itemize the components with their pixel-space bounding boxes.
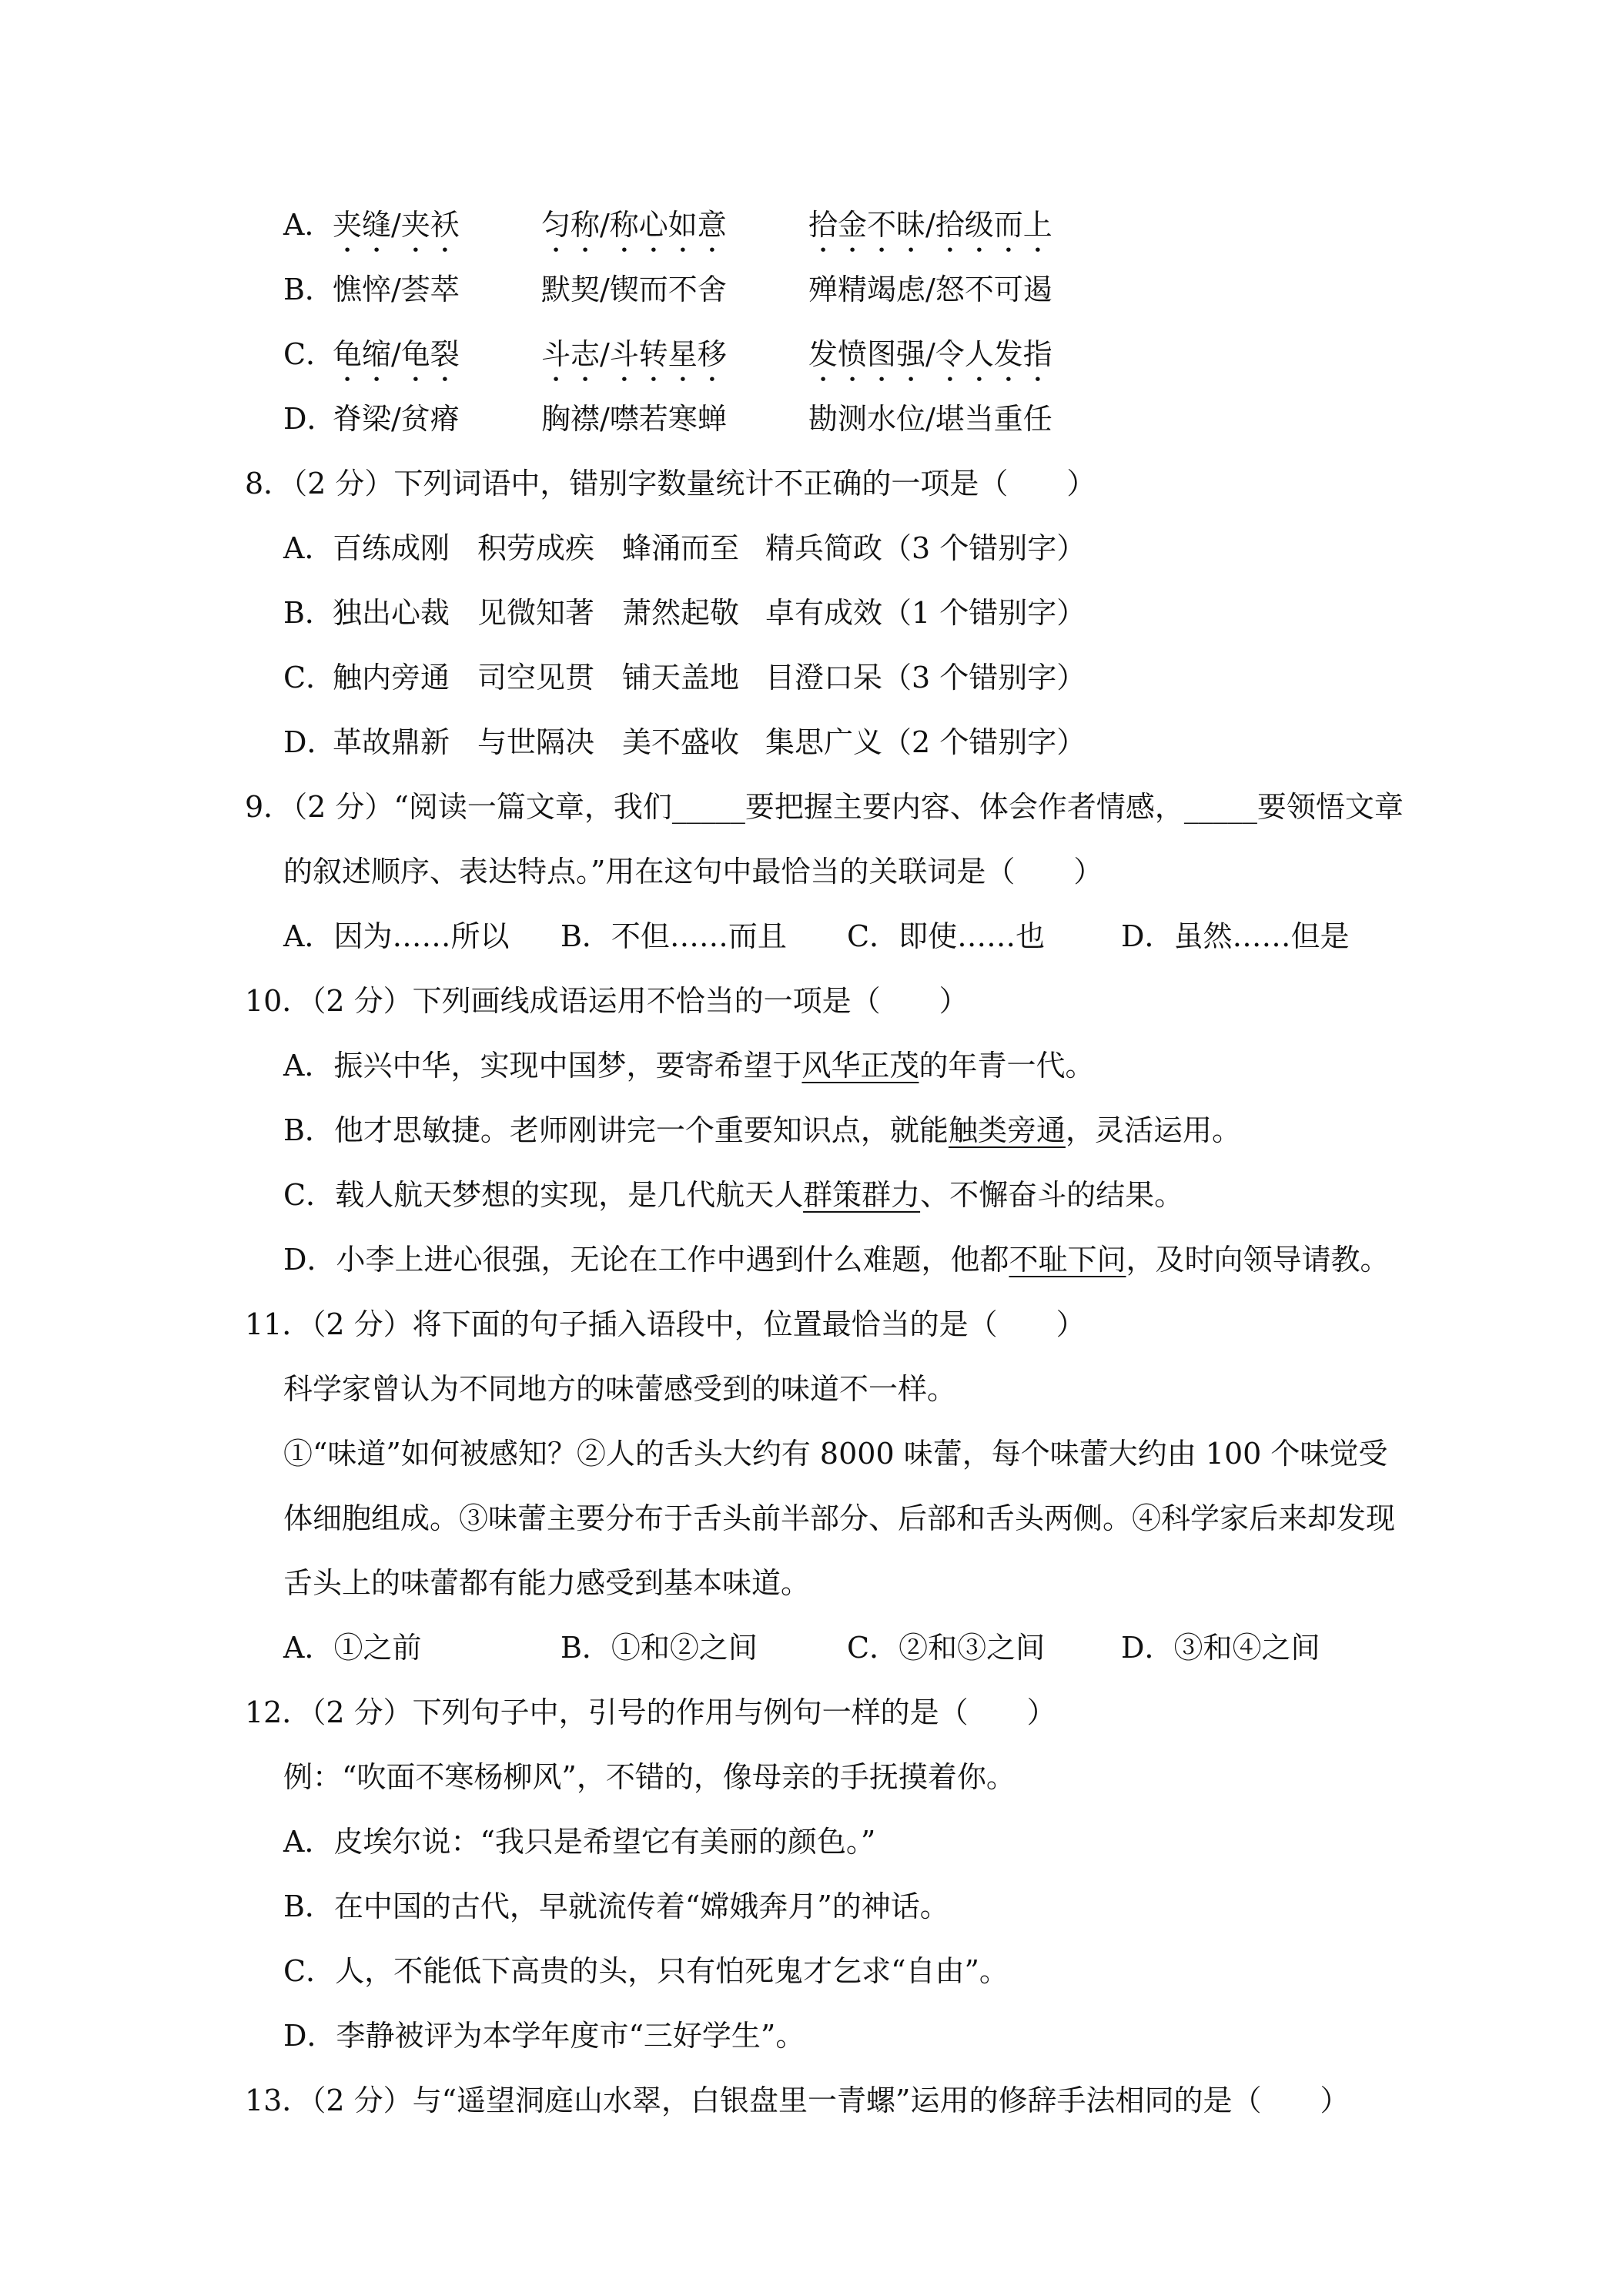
question-stem: 8．（2 分）下列词语中，错别字数量统计不正确的一项是（ ） (245, 467, 1096, 500)
word-3: 萧然起敬 (622, 596, 740, 630)
underlined-idiom: 不耻下问 (1009, 1243, 1126, 1277)
q12-stem (0, 1689, 1623, 1735)
word-group-3: 殚精竭虑/怒不可遏 (808, 273, 1052, 306)
word-3: 美不盛收 (622, 725, 740, 759)
word-1: 革故鼎新 (333, 725, 450, 759)
word-3: 铺天盖地 (622, 661, 740, 694)
question-stem: 13．（2 分）与“遥望洞庭山水翠，白银盘里一青螺”运用的修辞手法相同的是（ ） (245, 2083, 1350, 2117)
word-group-1: 龟缩/龟裂 (333, 337, 460, 371)
q13-stem (0, 2077, 1623, 2124)
word-group-1: 夹缝/夹袄 (333, 208, 460, 242)
insert-sentence: 科学家曾认为不同地方的味蕾感受到的味道不一样。 (283, 1372, 957, 1406)
option-label: C． (283, 337, 336, 371)
q8-option-c (0, 654, 1623, 701)
q11-passage-line-1 (0, 1431, 1623, 1477)
word-group-2: 胸襟/噤若寒蝉 (541, 402, 727, 436)
passage-text: 体细胞组成。③味蕾主要分布于舌头前半部分、后部和舌头两侧。④科学家后来却发现 (283, 1501, 1396, 1535)
count-note: （1 个错别字） (882, 596, 1086, 630)
underlined-idiom: 风华正茂 (801, 1049, 919, 1083)
word-1: 百练成刚 (333, 531, 450, 565)
q8-option-d (0, 719, 1623, 765)
word-4: 集思广义 (765, 725, 883, 759)
sentence-after: 的年青一代。 (919, 1049, 1095, 1083)
option-sentence (283, 1237, 1390, 1283)
sentence-before: B．他才思敏捷。老师刚讲完一个重要知识点，就能 (283, 1113, 949, 1147)
option-label: D． (283, 725, 336, 759)
sentence-after: ，及时向领导请教。 (1126, 1243, 1390, 1277)
q10-option-c (0, 1172, 1623, 1218)
option-label: D． (283, 402, 336, 436)
example-sentence: 例：“吹面不寒杨柳风”，不错的，像母亲的手抚摸着你。 (283, 1760, 1016, 1794)
q8-option-b (0, 590, 1623, 636)
option-sentence: B．在中国的古代，早就流传着“嫦娥奔月”的神话。 (283, 1889, 949, 1923)
option-d: D．③和④之间 (1121, 1631, 1320, 1665)
count-note: （3 个错别字） (882, 531, 1086, 565)
question-stem: 10．（2 分）下列画线成语运用不恰当的一项是（ ） (245, 984, 969, 1018)
option-a: A．①之前 (283, 1631, 422, 1665)
question-stem: 9．（2 分）“阅读一篇文章，我们_____要把握主要内容、体会作者情感，_____要领悟文章 (245, 790, 1404, 824)
q7-option-b (0, 266, 1623, 313)
option-c: C．②和③之间 (847, 1631, 1046, 1665)
option-sentence (283, 1043, 1094, 1089)
q10-option-b (0, 1107, 1623, 1153)
word-3: 蜂涌而至 (622, 531, 740, 565)
option-b: B．不但……而且 (561, 919, 787, 953)
q11-sentence (0, 1366, 1623, 1412)
option-label: B． (283, 596, 334, 630)
word-group-2: 斗志/斗转星移 (541, 337, 727, 371)
q8-option-a (0, 525, 1623, 571)
option-sentence: D．李静被评为本学年度市“三好学生”。 (283, 2019, 805, 2053)
q9-stem-line-2 (0, 848, 1623, 895)
passage-text: 舌头上的味蕾都有能力感受到基本味道。 (283, 1566, 811, 1600)
q10-option-d (0, 1237, 1623, 1283)
word-2: 积劳成疾 (477, 531, 595, 565)
sentence-after: 、不懈奋斗的结果。 (920, 1178, 1184, 1212)
option-sentence (283, 1107, 1241, 1153)
q11-options (0, 1625, 1623, 1671)
underlined-idiom: 触类旁通 (948, 1113, 1066, 1147)
word-group-2: 匀称/称心如意 (541, 208, 727, 242)
count-note: （3 个错别字） (882, 661, 1086, 694)
sentence-before: C．载人航天梦想的实现，是几代航天人 (283, 1178, 804, 1212)
underlined-idiom: 群策群力 (803, 1178, 921, 1212)
word-1: 独出心裁 (333, 596, 450, 630)
word-group-3: 发愤图强/令人发指 (808, 337, 1052, 371)
q7-option-d (0, 396, 1623, 442)
word-group-3: 拾金不昧/拾级而上 (808, 208, 1052, 242)
sentence-before: A．振兴中华，实现中国梦，要寄希望于 (283, 1049, 802, 1083)
question-stem: 11．（2 分）将下面的句子插入语段中，位置最恰当的是（ ） (245, 1307, 1086, 1341)
question-stem-continued: 的叙述顺序、表达特点。”用在这句中最恰当的关联词是（ ） (283, 855, 1103, 889)
option-label: A． (283, 531, 334, 565)
q11-stem (0, 1301, 1623, 1347)
option-label: A． (283, 208, 334, 242)
q11-passage-line-3 (0, 1560, 1623, 1606)
word-group-1: 脊梁/贫瘠 (333, 402, 460, 436)
q7-option-c (0, 331, 1623, 377)
word-2: 与世隔决 (477, 725, 595, 759)
option-sentence: C．人，不能低下高贵的头，只有怕死鬼才乞求“自由”。 (283, 1954, 1009, 1988)
option-b: B．①和②之间 (561, 1631, 758, 1665)
option-label: C． (283, 661, 336, 694)
option-sentence (283, 1172, 1183, 1218)
word-1: 触内旁通 (333, 661, 450, 694)
q12-example (0, 1754, 1623, 1800)
q12-option-a (0, 1819, 1623, 1865)
q7-option-a (0, 202, 1623, 248)
passage-text: ①“味道”如何被感知？②人的舌头大约有 8000 味蕾，每个味蕾大约由 100 个味觉受 (283, 1437, 1388, 1471)
q8-stem (0, 460, 1623, 507)
q9-options (0, 913, 1623, 959)
sentence-after: ，灵活运用。 (1065, 1113, 1241, 1147)
option-label: B． (283, 273, 334, 306)
word-4: 精兵简政 (765, 531, 883, 565)
word-4: 目澄口呆 (765, 661, 883, 694)
word-2: 见微知著 (477, 596, 595, 630)
word-group-2: 默契/锲而不舍 (541, 273, 727, 306)
word-4: 卓有成效 (765, 596, 883, 630)
q11-passage-line-2 (0, 1495, 1623, 1541)
option-sentence: A．皮埃尔说：“我只是希望它有美丽的颜色。” (283, 1825, 876, 1859)
sentence-before: D．小李上进心很强，无论在工作中遇到什么难题，他都 (283, 1243, 1009, 1277)
option-a: A．因为……所以 (283, 919, 510, 953)
word-2: 司空见贯 (477, 661, 595, 694)
option-c: C．即使……也 (847, 919, 1046, 953)
q12-option-c (0, 1948, 1623, 1994)
word-group-3: 勘测水位/堪当重任 (808, 402, 1052, 436)
word-group-1: 憔悴/荟萃 (333, 273, 460, 306)
q12-option-b (0, 1883, 1623, 1930)
q12-option-d (0, 2013, 1623, 2059)
count-note: （2 个错别字） (882, 725, 1086, 759)
q10-stem (0, 978, 1623, 1024)
q10-option-a (0, 1043, 1623, 1089)
option-d: D．虽然……但是 (1121, 919, 1350, 953)
q9-stem-line-1 (0, 784, 1623, 830)
question-stem: 12．（2 分）下列句子中，引号的作用与例句一样的是（ ） (245, 1695, 1056, 1729)
